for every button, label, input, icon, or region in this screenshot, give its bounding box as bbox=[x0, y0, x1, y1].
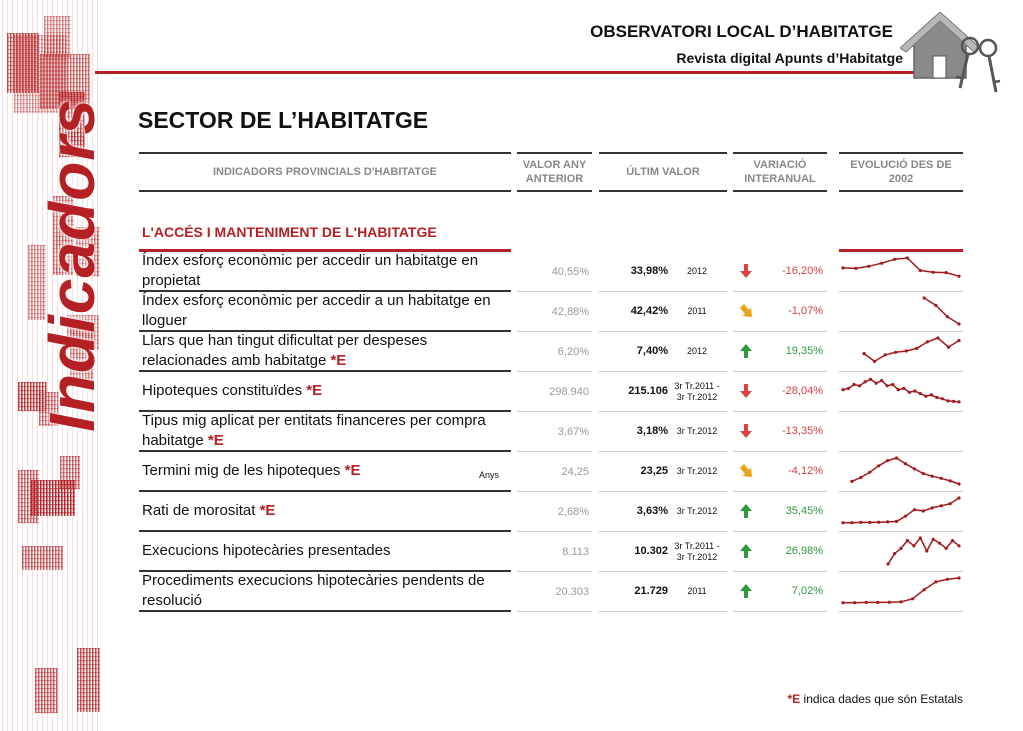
sparkline-point bbox=[957, 544, 960, 547]
header-title: OBSERVATORI LOCAL D’HABITATGE bbox=[590, 22, 893, 41]
last-value: 10.302 bbox=[634, 545, 668, 557]
column-header-last-value: ÚLTIM VALOR bbox=[599, 152, 727, 192]
sparkline-chart bbox=[839, 252, 963, 292]
sparkline-point bbox=[919, 392, 922, 395]
variation-cell bbox=[733, 572, 827, 612]
arrow-up-icon bbox=[739, 504, 753, 518]
side-title-text: Indicadors bbox=[36, 98, 108, 432]
sparkline-point bbox=[925, 549, 928, 552]
last-value: 21.729 bbox=[634, 585, 668, 597]
last-value: 3,63% bbox=[636, 505, 668, 517]
period-label: 2011 bbox=[687, 586, 707, 596]
table-row bbox=[139, 252, 964, 292]
variation-value: -13,35% bbox=[782, 425, 823, 437]
sparkline-point bbox=[919, 536, 922, 539]
sparkline-point bbox=[924, 395, 927, 398]
last-value: 3,18% bbox=[636, 425, 668, 437]
sparkline-chart bbox=[839, 492, 963, 532]
sparkline-point bbox=[904, 515, 907, 518]
table-row bbox=[139, 452, 964, 492]
sparkline-point bbox=[880, 379, 883, 382]
table-row bbox=[139, 572, 964, 612]
indicators-table bbox=[139, 152, 964, 614]
sparkline-point bbox=[841, 521, 844, 524]
sparkline-point bbox=[949, 479, 952, 482]
sparkline-point bbox=[913, 467, 916, 470]
prev-value: 42,88% bbox=[517, 292, 592, 332]
header-subtitle: Revista digital Apunts d’Habitatge bbox=[676, 50, 903, 66]
sparkline-line bbox=[843, 498, 959, 523]
sparkline-chart bbox=[839, 452, 963, 492]
sparkline-point bbox=[877, 521, 880, 524]
sparkline-line bbox=[852, 458, 959, 484]
last-value: 7,40% bbox=[636, 345, 668, 357]
period-label: 3r Tr.2011 - 3r Tr.2012 bbox=[674, 381, 720, 402]
sparkline-cell bbox=[839, 292, 963, 332]
sparkline-point bbox=[946, 315, 949, 318]
sparkline-point bbox=[940, 477, 943, 480]
sparkline-line bbox=[843, 578, 959, 603]
sparkline-point bbox=[867, 265, 870, 268]
sparkline-point bbox=[886, 384, 889, 387]
prev-value: 6,20% bbox=[517, 332, 592, 372]
section-title: SECTOR DE L’HABITATGE bbox=[138, 107, 429, 133]
sparkline-point bbox=[897, 388, 900, 391]
sparkline-point bbox=[923, 588, 926, 591]
table-row bbox=[139, 492, 964, 532]
last-value-cell bbox=[599, 412, 727, 452]
sparkline-point bbox=[947, 346, 950, 349]
variation-cell bbox=[733, 332, 827, 372]
indicator-cell bbox=[139, 252, 511, 292]
sparkline-point bbox=[957, 576, 960, 579]
table-row bbox=[139, 332, 964, 372]
indicator-cell bbox=[139, 572, 511, 612]
sparkline-chart bbox=[839, 532, 963, 572]
arrow-down-icon bbox=[739, 384, 753, 398]
sparkline-point bbox=[912, 544, 915, 547]
sparkline-point bbox=[911, 597, 914, 600]
period-label: 2012 bbox=[686, 266, 708, 276]
state-data-marker: *E bbox=[259, 502, 276, 519]
last-value: 33,98% bbox=[630, 265, 668, 277]
sparkline-point bbox=[887, 562, 890, 565]
sparkline-line bbox=[924, 298, 959, 324]
indicator-label: Termini mig de les hipoteques *E bbox=[142, 462, 361, 479]
sparkline-cell bbox=[839, 252, 963, 292]
arrow-down-right-icon bbox=[739, 464, 753, 478]
sparkline-point bbox=[932, 271, 935, 274]
sparkline-point bbox=[904, 462, 907, 465]
indicator-label: Procediments execucions hipotecàries pendents de resolució bbox=[142, 572, 485, 609]
column-header-prev-value: VALOR ANY ANTERIOR bbox=[517, 152, 592, 192]
variation-cell bbox=[733, 412, 827, 452]
sparkline-point bbox=[932, 538, 935, 541]
indicator-label: Índex esforç econòmic per accedir a un habitatge en lloguer bbox=[142, 292, 491, 329]
arrow-down-right-icon bbox=[739, 304, 753, 318]
arrow-up-icon bbox=[739, 544, 753, 558]
sparkline-point bbox=[899, 547, 902, 550]
sparkline-point bbox=[957, 496, 960, 499]
sparkline-point bbox=[894, 351, 897, 354]
house-keys-logo bbox=[900, 12, 1010, 94]
variation-value: -28,04% bbox=[782, 385, 823, 397]
sparkline-point bbox=[893, 552, 896, 555]
sparkline-point bbox=[931, 475, 934, 478]
period-label: 3r Tr.2012 bbox=[676, 426, 718, 436]
indicator-cell bbox=[139, 372, 511, 412]
period-label: 3r Tr.2011 - 3r Tr.2012 bbox=[674, 541, 720, 562]
variation-cell bbox=[733, 292, 827, 332]
sparkline-cell bbox=[839, 372, 963, 412]
sparkline-point bbox=[841, 601, 844, 604]
sparkline-point bbox=[957, 482, 960, 485]
sparkline-point bbox=[913, 508, 916, 511]
indicator-cell bbox=[139, 452, 511, 492]
sparkline-point bbox=[859, 521, 862, 524]
sparkline-point bbox=[941, 397, 944, 400]
sparkline-point bbox=[922, 509, 925, 512]
sparkline-point bbox=[858, 384, 861, 387]
period-label: 2011 bbox=[687, 306, 707, 316]
sparkline-point bbox=[859, 476, 862, 479]
sparkline-point bbox=[880, 262, 883, 265]
sparkline-point bbox=[934, 580, 937, 583]
sparkline-line bbox=[888, 538, 959, 564]
sparkline-point bbox=[877, 464, 880, 467]
sparkline-point bbox=[946, 578, 949, 581]
sparkline-point bbox=[852, 383, 855, 386]
last-value-cell bbox=[599, 332, 727, 372]
last-value-cell bbox=[599, 252, 727, 292]
last-value-cell bbox=[599, 492, 727, 532]
sparkline-point bbox=[875, 382, 878, 385]
sparkline-point bbox=[952, 400, 955, 403]
last-value: 42,42% bbox=[630, 305, 668, 317]
sparkline-point bbox=[915, 347, 918, 350]
indicator-cell bbox=[139, 332, 511, 372]
sparkline-point bbox=[934, 304, 937, 307]
prev-value: 24,25 bbox=[517, 452, 592, 492]
sparkline-point bbox=[913, 389, 916, 392]
table-row bbox=[139, 372, 964, 412]
state-data-marker: *E bbox=[330, 352, 347, 369]
sparkline-cell bbox=[839, 532, 963, 572]
sparkline-point bbox=[922, 472, 925, 475]
variation-value: -1,07% bbox=[788, 305, 823, 317]
prev-value: 3,67% bbox=[517, 412, 592, 452]
sparkline-point bbox=[957, 339, 960, 342]
arrow-up-icon bbox=[739, 344, 753, 358]
sparkline-point bbox=[946, 399, 949, 402]
sparkline-point bbox=[957, 275, 960, 278]
sparkline-point bbox=[864, 380, 867, 383]
sparkline-point bbox=[949, 502, 952, 505]
table-row bbox=[139, 412, 964, 452]
last-value-cell bbox=[599, 452, 727, 492]
arrow-down-icon bbox=[739, 424, 753, 438]
sparkline-point bbox=[940, 504, 943, 507]
arrow-down-icon bbox=[739, 264, 753, 278]
indicator-cell bbox=[139, 292, 511, 332]
column-header-indicator: INDICADORS PROVINCIALS D'HABITATGE bbox=[139, 152, 511, 192]
table-row bbox=[139, 532, 964, 572]
sparkline-point bbox=[847, 387, 850, 390]
variation-value: 26,98% bbox=[785, 545, 823, 557]
sparkline-point bbox=[905, 349, 908, 352]
last-value-cell bbox=[599, 292, 727, 332]
sparkline-point bbox=[850, 480, 853, 483]
variation-value: -16,20% bbox=[782, 265, 823, 277]
sparkline-point bbox=[895, 520, 898, 523]
sparkline-cell bbox=[839, 412, 963, 452]
sparkline-point bbox=[853, 601, 856, 604]
sparkline-point bbox=[936, 336, 939, 339]
sparkline-point bbox=[951, 539, 954, 542]
sparkline-point bbox=[938, 542, 941, 545]
sparkline-point bbox=[957, 400, 960, 403]
sparkline-cell bbox=[839, 452, 963, 492]
indicator-label: Rati de morositat *E bbox=[142, 502, 276, 519]
sparkline-cell bbox=[839, 572, 963, 612]
table-row bbox=[139, 292, 964, 332]
sparkline-point bbox=[931, 506, 934, 509]
sparkline-cell bbox=[839, 492, 963, 532]
sparkline-point bbox=[893, 258, 896, 261]
sparkline-point bbox=[886, 520, 889, 523]
sparkline-point bbox=[945, 271, 948, 274]
last-value: 23,25 bbox=[640, 465, 668, 477]
indicator-label: Execucions hipotecàries presentades bbox=[142, 542, 391, 559]
sparkline-point bbox=[899, 600, 902, 603]
variation-cell bbox=[733, 252, 827, 292]
last-value-cell bbox=[599, 572, 727, 612]
prev-value: 40,55% bbox=[517, 252, 592, 292]
variation-cell bbox=[733, 452, 827, 492]
sparkline-point bbox=[923, 296, 926, 299]
variation-value: 7,02% bbox=[791, 585, 823, 597]
variation-value: 19,35% bbox=[785, 345, 823, 357]
sparkline-chart bbox=[839, 292, 963, 332]
sparkline-point bbox=[919, 269, 922, 272]
column-header-evolution: EVOLUCIÓ DES DE 2002 bbox=[839, 152, 963, 192]
last-value: 215.106 bbox=[628, 385, 668, 397]
state-data-marker: *E bbox=[207, 432, 224, 449]
period-label: 3r Tr.2012 bbox=[676, 506, 718, 516]
sparkline-point bbox=[854, 267, 857, 270]
sparkline-chart bbox=[839, 572, 963, 612]
prev-value: 20.303 bbox=[517, 572, 592, 612]
sparkline-point bbox=[926, 340, 929, 343]
sparkline-line bbox=[864, 338, 959, 361]
sparkline-point bbox=[895, 456, 898, 459]
sparkline-chart bbox=[839, 332, 963, 372]
arrow-up-icon bbox=[739, 584, 753, 598]
prev-value: 298.940 bbox=[517, 372, 592, 412]
sparkline-point bbox=[873, 360, 876, 363]
indicator-label: Tipus mig aplicat per entitats financeres per compra habitatge *E bbox=[142, 412, 486, 449]
side-title bbox=[0, 0, 108, 731]
variation-value: -4,12% bbox=[788, 465, 823, 477]
indicator-label: Índex esforç econòmic per accedir un habitatge en propietat bbox=[142, 252, 479, 289]
last-value-cell bbox=[599, 372, 727, 412]
indicator-cell bbox=[139, 412, 511, 452]
prev-value: 2,68% bbox=[517, 492, 592, 532]
sparkline-point bbox=[908, 391, 911, 394]
sparkline-point bbox=[884, 353, 887, 356]
sparkline-point bbox=[906, 539, 909, 542]
sparkline-point bbox=[841, 388, 844, 391]
indicator-cell bbox=[139, 492, 511, 532]
prev-value: 8.113 bbox=[517, 532, 592, 572]
sparkline-point bbox=[841, 266, 844, 269]
variation-cell bbox=[733, 532, 827, 572]
header-divider bbox=[95, 71, 950, 74]
variation-cell bbox=[733, 492, 827, 532]
category-label: L'ACCÉS I MANTENIMENT DE L'HABITATGE bbox=[142, 224, 437, 240]
last-value-cell bbox=[599, 532, 727, 572]
sparkline-point bbox=[906, 256, 909, 259]
sparkline-point bbox=[850, 521, 853, 524]
sparkline-point bbox=[868, 471, 871, 474]
variation-cell bbox=[733, 372, 827, 412]
units-label: Anys bbox=[479, 470, 500, 480]
sparkline-point bbox=[891, 383, 894, 386]
state-data-marker: *E bbox=[344, 462, 361, 479]
sparkline-point bbox=[945, 547, 948, 550]
indicator-cell bbox=[139, 532, 511, 572]
sparkline-point bbox=[935, 396, 938, 399]
sparkline-point bbox=[865, 601, 868, 604]
sparkline-point bbox=[930, 393, 933, 396]
period-label: 3r Tr.2012 bbox=[676, 466, 718, 476]
sparkline-chart bbox=[839, 372, 963, 412]
sparkline-point bbox=[957, 322, 960, 325]
indicator-label: Llars que han tingut dificultat per despeses relacionades amb habitatge *E bbox=[142, 332, 428, 369]
sparkline-point bbox=[869, 378, 872, 381]
footnote bbox=[788, 692, 963, 706]
indicator-label: Hipoteques constituïdes *E bbox=[142, 382, 323, 399]
period-label: 2012 bbox=[686, 346, 708, 356]
sparkline-line bbox=[843, 258, 959, 276]
sparkline-cell bbox=[839, 332, 963, 372]
variation-value: 35,45% bbox=[785, 505, 823, 517]
state-data-marker: *E bbox=[306, 382, 323, 399]
sparkline-point bbox=[863, 352, 866, 355]
footnote-star: *E bbox=[787, 692, 801, 706]
sparkline-point bbox=[886, 459, 889, 462]
column-header-variation: VARIACIÓ INTERANUAL bbox=[733, 152, 827, 192]
sparkline-point bbox=[868, 521, 871, 524]
footnote-text: indica dades que són Estatals bbox=[803, 692, 963, 706]
sparkline-point bbox=[888, 601, 891, 604]
sparkline-point bbox=[876, 601, 879, 604]
sparkline-point bbox=[902, 387, 905, 390]
